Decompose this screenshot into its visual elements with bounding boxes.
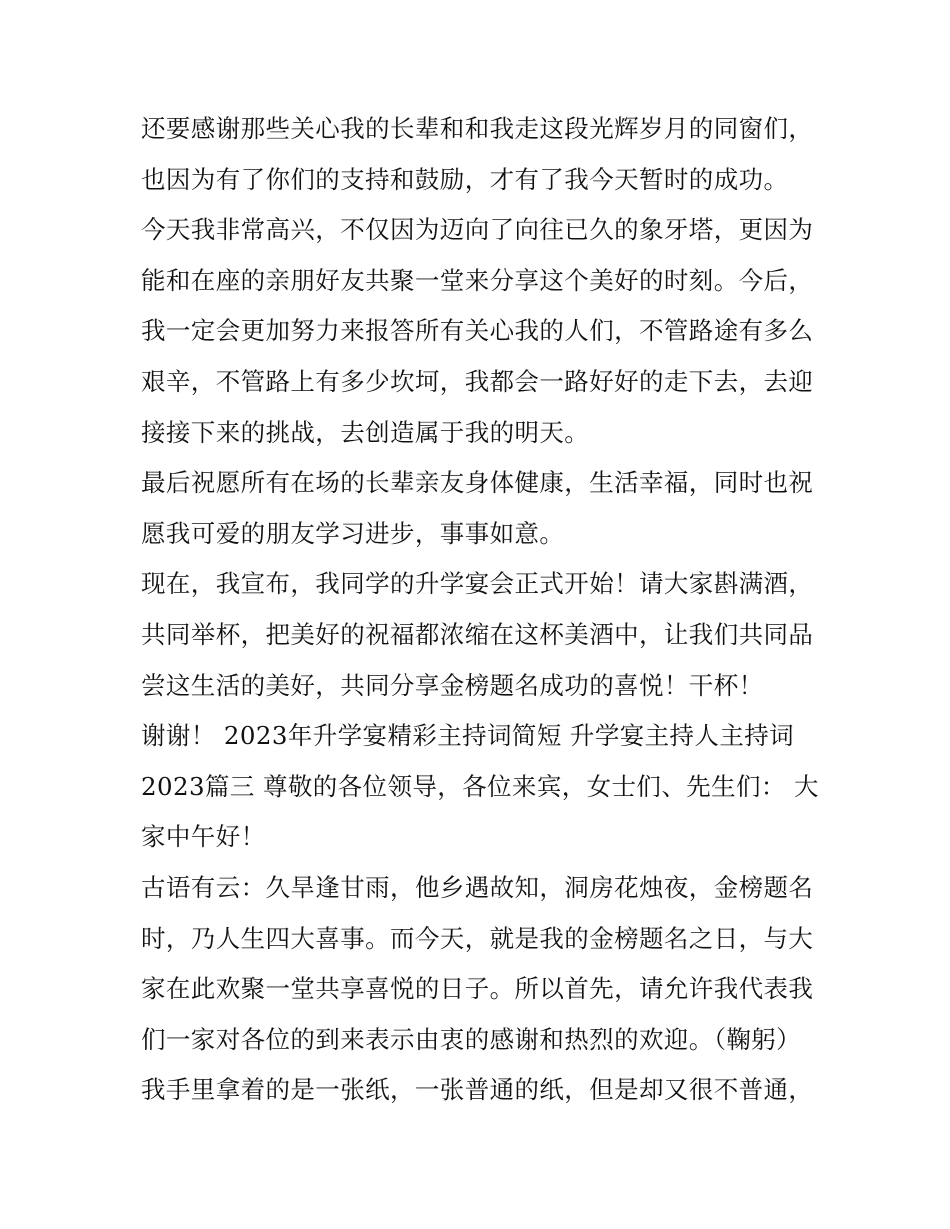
document-body (141, 104, 821, 1116)
text-line-16: 古语有云：久旱逢甘雨，他乡遇故知，洞房花烛夜，金榜题名 (141, 872, 814, 902)
text-line-14: 2023篇三 尊敬的各位领导，各位来宾，女士们、先生们： 大 (141, 771, 819, 801)
text-line-10: 现在，我宣布，我同学的升学宴会正式开始！请大家斟满酒， (141, 569, 814, 599)
text-line-3: 今天我非常高兴，不仅因为迈向了向往已久的象牙塔，更因为 (141, 215, 814, 245)
text-line-7: 接接下来的挑战，去创造属于我的明天。 (141, 417, 590, 447)
text-line-11: 共同举杯，把美好的祝福都浓缩在这杯美酒中，让我们共同品 (141, 619, 814, 649)
text-line-18: 家在此欢聚一堂共享喜悦的日子。所以首先，请允许我代表我 (141, 974, 814, 1004)
text-line-8: 最后祝愿所有在场的长辈亲友身体健康，生活幸福，同时也祝 (141, 468, 814, 498)
text-line-5: 我一定会更加努力来报答所有关心我的人们，不管路途有多么 (141, 316, 814, 346)
text-line-15: 家中午好！ (141, 822, 266, 852)
text-line-13: 谢谢！ 2023年升学宴精彩主持词简短 升学宴主持人主持词 (141, 721, 795, 751)
text-line-2: 也因为有了你们的支持和鼓励，才有了我今天暂时的成功。 (141, 164, 789, 194)
text-line-4: 能和在座的亲朋好友共聚一堂来分享这个美好的时刻。今后， (141, 265, 814, 295)
text-line-19: 们一家对各位的到来表示由衷的感谢和热烈的欢迎。（鞠躬） (141, 1024, 802, 1054)
text-line-9: 愿我可爱的朋友学习进步，事事如意。 (141, 518, 565, 548)
text-line-17: 时，乃人生四大喜事。而今天，就是我的金榜题名之日，与大 (141, 923, 814, 953)
text-line-6: 艰辛，不管路上有多少坎坷，我都会一路好好的走下去，去迎 (141, 366, 814, 396)
text-line-12: 尝这生活的美好，共同分享金榜题名成功的喜悦！干杯！ (141, 670, 764, 700)
text-line-1: 还要感谢那些关心我的长辈和和我走这段光辉岁月的同窗们， (141, 114, 814, 143)
text-line-20: 我手里拿着的是一张纸，一张普通的纸，但是却又很不普通， (141, 1075, 814, 1105)
